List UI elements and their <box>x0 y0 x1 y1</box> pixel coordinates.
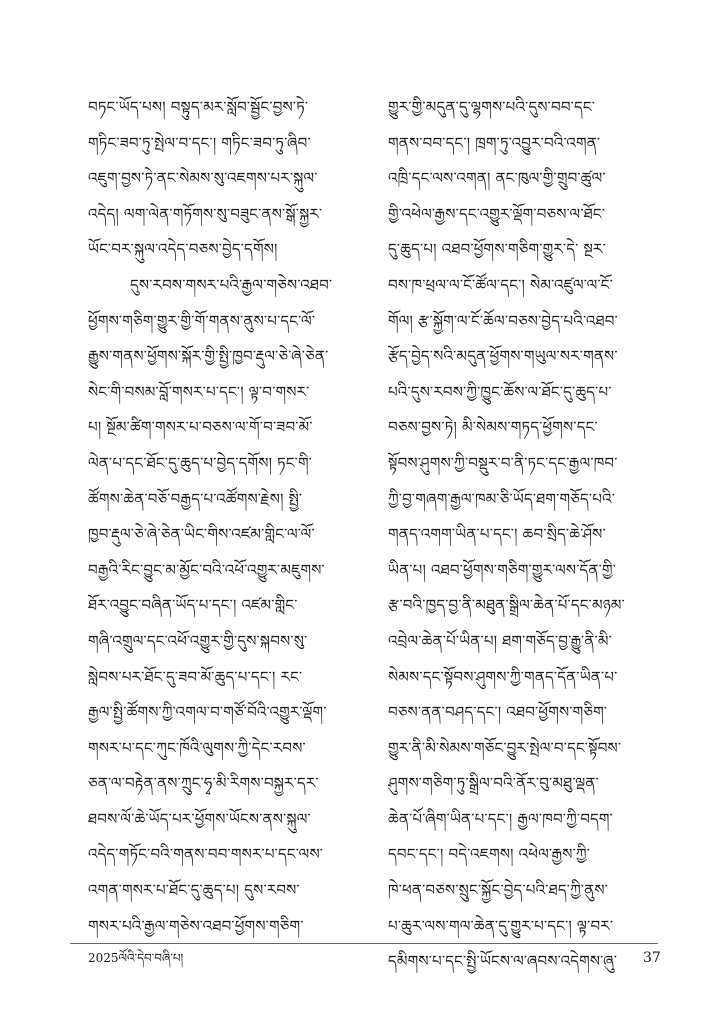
text-line: དུ་ཆུད་པ། འཐབ་ཕྱོགས་གཅིག་གྱུར་དེ་ སྔར་ <box>388 240 606 259</box>
text-line: ཁེ་ཕན་བཅས་སྲུང་སྐྱོང་བྱེད་པའི་ཐད་ཀྱི་ནུས་ <box>388 881 609 900</box>
text-line: ཅན་ལ་བརྟེན་ནས་ཀྲུང་ཧྭ་མི་རིགས་བསྐྱར་དར་ <box>88 774 319 793</box>
text-line: བཅས་བྱས་ཏེ། མི་སེམས་གཏད་ཕྱོགས་དང་ <box>388 418 598 437</box>
text-line: གོལ། རྩ་སྐྱོག་ལ་ངོ་ཆོལ་བཅས་བྱེད་པའི་འཐབ་ <box>388 311 618 330</box>
text-line: གནས་བབ་དང་། ཁྲག་ཏུ་འབྱུར་བའི་འགན་ <box>388 133 601 152</box>
text-line: འགན་གསར་པ་ཐོང་དུ་ཆུད་པ། དུས་རབས་ <box>88 881 300 900</box>
text-line: གཏིང་ཟབ་ཏུ་སྤེལ་བ་དང་། གཏིང་ཟབ་ཏུ་ཞིབ་ <box>88 133 311 152</box>
text-line: འདེད། ལག་ལེན་གཏོགས་སུ་བཟུང་ནས་སྒོ་སྐྱར་ <box>88 204 323 223</box>
footer-rule <box>70 943 658 944</box>
text-line: ཤུགས་གཅིག་ཏུ་སྒྲིལ་བའི་ནོར་བུ་མཐུ་ལྡན་ <box>388 774 599 793</box>
issue-label: 2025ལོའི་དེབ་བཞི་པ། <box>88 951 184 965</box>
text-line: ལེན་པ་དང་ཐོང་དུ་ཆུད་པ་བྱེད་དགོས། ཏང་གི་ <box>88 453 313 472</box>
text-line: པ། སྔོམ་ཚིག་གསར་པ་བཅས་ལ་གོ་བ་ཟབ་མོ་ <box>88 418 313 437</box>
text-line: རྒྱུས་གནས་ཕྱོགས་སྐོར་གྱི་སྤྱི་ཁྱབ་རྡུལ་ཅེ་ཞེ་ཅེན་ <box>88 347 329 366</box>
text-line: རྩོད་བྱེད་སའི་མདུན་ཕྱོགས་གཡུལ་སར་གནས་ <box>388 347 618 366</box>
text-line: ཆེན་པོ་ཞིག་ཡིན་པ་དང་། རྒྱལ་ཁབ་ཀྱི་བདག་ <box>388 809 614 828</box>
text-line: ཚོགས་ཆེན་བཅོ་བརྒྱད་པ་འཚོགས་རྗེས། སྤྱི་ <box>88 489 303 508</box>
text-line: ཐོར་འབྱུང་བཞིན་ཡོད་པ་དང་། འཛམ་གླིང་ <box>88 596 298 615</box>
text-line: ཁྱབ་རྡུལ་ཅེ་ཞེ་ཅེན་ཡིང་གིས་འཛམ་གླིང་ལ་ལོ་ <box>88 525 315 544</box>
text-line: བརྒྱའི་རིང་བྱུང་མ་མྱོང་བའི་འཕོ་འགྱུར་མཇུགས་ <box>88 560 325 579</box>
text-line: ཀྱི་བྱ་གཞག་རྒྱལ་ཁམ་ཅི་ཡོད་ཐག་གཅོད་པའི་ <box>388 489 616 508</box>
text-line: པ་ཆུར་ལས་གལ་ཆེན་དུ་གྱུར་པ་དང་། ལྟ་བར་ <box>388 916 614 935</box>
text-line: སེམས་དང་སྟོབས་ཤུགས་ཀྱི་གནད་དོན་ཡིན་པ་ <box>388 667 618 686</box>
paragraph-start-line: དུས་རབས་གསར་པའི་རྒྱལ་གཅེས་འཐབ་ <box>130 275 333 294</box>
text-line: སྟོབས་ཤུགས་ཀྱི་བསྡུར་བ་ནི་ཏང་དང་རྒྱལ་ཁབ་ <box>388 453 618 472</box>
text-line: བཅས་ནན་བཤད་དང་། འཐབ་ཕྱོགས་གཅིག་ <box>388 703 608 722</box>
text-line: ཡིན་པ། འཐབ་ཕྱོགས་གཅིག་གྱུར་ལས་དོན་གྱི་ <box>388 560 617 579</box>
text-line: གྱི་འཕེལ་རྒྱས་དང་འགྱུར་ལྡོག་བཅས་ལ་ཐོང་ <box>388 204 606 223</box>
text-line: འདེད་གཏོང་བའི་གནས་བབ་གསར་པ་དང་ལས་ <box>88 845 324 864</box>
text-line: བས་ཁ་ཕྲལ་ལ་ངོ་ཚོལ་དང་། སེམ་འཛུལ་ལ་ངོ་ <box>388 275 613 294</box>
text-line: རྩ་བའི་ཁྱད་བྱ་ནི་མཐུན་སྒྲིལ་ཆེན་པོ་དང་མཉམ་ <box>388 596 626 615</box>
text-line: གསར་པ་དང་ཀུང་ཁོའི་ལུགས་ཀྱི་དེང་རབས་ <box>88 738 306 757</box>
text-line: གནད་འགག་ཡིན་པ་དང་། ཆབ་སྲིད་ཆེ་ཤོས་ <box>388 525 606 544</box>
text-line: སླེབས་པར་ཐོང་དུ་ཟབ་མོ་ཆུད་པ་དང་། རང་ <box>88 667 303 686</box>
text-line: ཡོང་བར་སྐུལ་འདེད་བཅས་བྱེད་དགོས། <box>88 240 278 259</box>
text-line: གཞི་འགྲུལ་དང་འཕོ་འགྱུར་གྱི་དུས་སྐབས་སུ་ <box>88 631 308 650</box>
left-text-column <box>88 90 370 944</box>
text-line: གྱུར་གྱི་མདུན་དུ་ལྷགས་པའི་དུས་བབ་དང་ <box>388 98 596 116</box>
text-line: པའི་དུས་རབས་ཀྱི་ཁྱུང་ཆོས་ལ་ཐོང་དུ་ཆུད་པ་ <box>388 382 612 401</box>
text-line: རྒྱལ་སྤྱི་ཚོགས་ཀྱི་འགལ་བ་གཙོ་བོའི་འགྱུར་ལྡོག་ <box>88 703 327 722</box>
text-line: འཁྲི་དང་ལས་འགན། ནང་ཁུལ་གྱི་གྲུབ་ཚུལ་ <box>388 169 606 188</box>
page-number: 37 <box>643 950 661 966</box>
text-line: སེང་གི་བསམ་བློ་གསར་པ་དང་། ལྟ་བ་གསར་ <box>88 382 310 401</box>
text-line: བཏང་ཡོད་པས། བསྟུད་མར་སློབ་སྦྱོང་བྱས་ཏེ་ <box>88 98 309 116</box>
text-line: འབྲེལ་ཆེན་པོ་ཡིན་པ། ཐག་གཅོད་བྱ་རྒྱུ་ནི་མི་ <box>388 631 612 650</box>
text-line: དམིགས་པ་དང་སྤྱི་ཡོངས་ལ་ཞབས་འདེགས་ཞུ་ <box>388 952 618 971</box>
right-text-column <box>388 90 670 980</box>
text-line: དབང་དང་། བདེ་འཇགས། འཕེལ་རྒྱས་ཀྱི་ <box>388 845 591 864</box>
text-line: ཕྱོགས་གཅིག་གྱུར་གྱི་གོ་གནས་ནུས་པ་དང་ལོ་ <box>88 311 316 330</box>
text-line: འཇུག་བྱས་ཏེ་ནང་སེམས་སུ་འཇགས་པར་སྐུལ་ <box>88 169 318 188</box>
text-line: གྱུར་ནི་མི་སེམས་གཅོང་བྱུར་སྤེལ་བ་དང་སྟོབས་ <box>388 738 622 757</box>
text-line: གསར་པའི་རྒྱལ་གཅེས་འཐབ་ཕྱོགས་གཅིག་ <box>88 916 304 935</box>
text-line: ཐབས་ལོ་ཆེ་ཡོད་པར་ཕྱོགས་ཡོངས་ནས་སྐུལ་ <box>88 809 311 828</box>
